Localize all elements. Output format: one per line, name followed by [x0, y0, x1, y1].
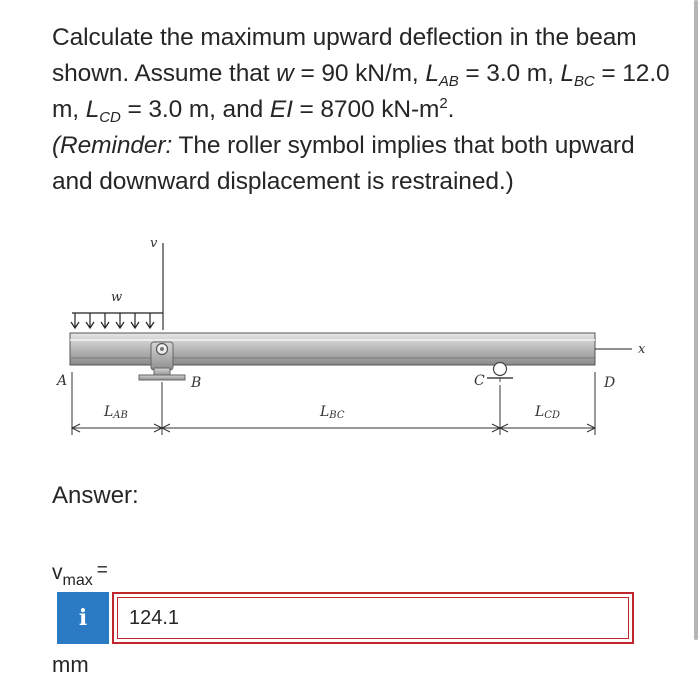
value-w: = 90 kN/m, [293, 60, 426, 87]
force-label: v [150, 236, 158, 251]
point-a-label: A [57, 373, 68, 389]
dimension-lines [72, 424, 595, 432]
unit-label: mm [52, 652, 89, 677]
point-c-label: C [474, 373, 485, 389]
equals-sign: = [96, 560, 108, 581]
value-ei: = 8700 kN-m [292, 96, 440, 123]
scrollbar[interactable] [694, 0, 698, 640]
question-period: . [447, 96, 455, 123]
point-b-label: B [191, 375, 202, 391]
question-text [52, 20, 672, 200]
variable-main: v [52, 561, 63, 584]
reminder-label: (Reminder: [52, 132, 173, 159]
variable-sub: max [62, 572, 93, 589]
dim-lab-label: LAB [104, 404, 128, 421]
info-icon[interactable]: i [57, 592, 109, 644]
variable-label [52, 560, 108, 590]
value-ei-sup: 2 [439, 95, 448, 112]
answer-label: Answer: [52, 482, 139, 509]
var-lab: L [425, 60, 439, 87]
answer-input-value[interactable]: 124.1 [117, 597, 629, 639]
dim-lcd-label: LCD [535, 404, 560, 421]
var-lab-sub: AB [438, 73, 459, 90]
dim-lbc-label: LBC [320, 404, 345, 421]
point-force-v [150, 236, 163, 330]
var-ei: EI [269, 96, 293, 123]
x-axis [595, 342, 646, 357]
reminder-text: The roller symbol implies that both upward and downward displacement is restrained.) [52, 132, 635, 195]
point-d-label: D [604, 375, 616, 391]
var-lbc: L [560, 60, 575, 87]
value-lbc: = 12.0 m, [52, 60, 670, 123]
value-lcd: = 3.0 m, and [120, 96, 270, 123]
load-label: w [111, 290, 123, 305]
beam-figure [0, 230, 700, 450]
answer-input[interactable] [112, 592, 634, 644]
beam [70, 333, 595, 365]
dimension-extension-lines [72, 372, 595, 435]
answer-row [57, 592, 635, 644]
var-lcd: L [85, 96, 100, 123]
value-lab: = 3.0 m, [458, 60, 561, 87]
var-w: w [276, 60, 294, 87]
distributed-load-w [71, 290, 163, 328]
question-intro: Calculate the maximum upward deflection in the beam shown. Assume that [52, 24, 637, 87]
var-lcd-sub: CD [99, 109, 121, 126]
var-lbc-sub: BC [574, 73, 595, 90]
x-axis-label: x [638, 342, 646, 357]
